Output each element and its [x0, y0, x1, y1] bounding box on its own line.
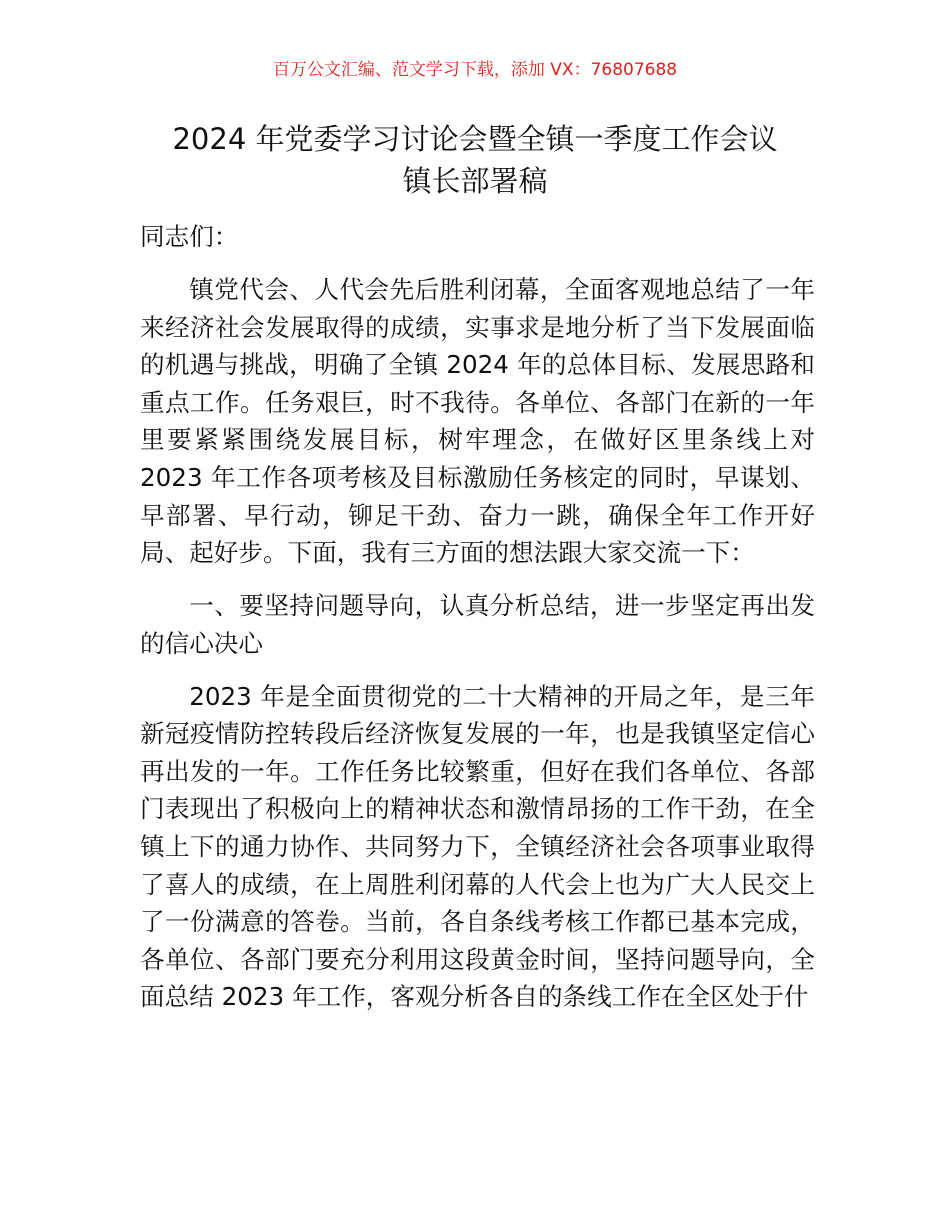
document-title: [0, 118, 950, 202]
paragraph-intro: 镇党代会、人代会先后胜利闭幕，全面客观地总结了一年来经济社会发展取得的成绩，实事求是地分析了当下发展面临的机遇与挑战，明确了全镇 2024 年的总体目标、发展思路和重点工作。任务艰巨，时不我待。各单位、各部门在新的一年里要紧紧围绕发展目标，树牢理念，在做好区里条线上对 2023 年工作各项考核及目标激励任务核定的同时，早谋划、早部署、早行动，铆足干劲、奋力一跳，确保全年工作开好局、起好步。下面，我有三方面的想法跟大家交流一下：: [140, 274, 815, 568]
section-heading-1: 一、要坚持问题导向，认真分析总结，进一步坚定再出发的信心决心: [140, 591, 815, 658]
salutation: 同志们：: [140, 222, 239, 251]
document-body: [140, 218, 815, 1031]
header-watermark-note: 百万公文汇编、范文学习下载，添加 VX：76807688: [272, 60, 678, 80]
title-line-2: 镇长部署稿: [402, 164, 548, 198]
title-line-1: 2024 年党委学习讨论会暨全镇一季度工作会议: [172, 122, 778, 156]
paragraph-section-1: 2023 年是全面贯彻党的二十大精神的开局之年，是三年新冠疫情防控转段后经济恢复发展的一年，也是我镇坚定信心再出发的一年。工作任务比较繁重，但好在我们各单位、各部门表现出了积极向上的精神状态和激情昂扬的工作干劲，在全镇上下的通力协作、共同努力下，全镇经济社会各项事业取得了喜人的成绩，在上周胜利闭幕的人代会上也为广大人民交上了一份满意的答卷。当前，各自条线考核工作都已基本完成，各单位、各部门要充分利用这段黄金时间，坚持问题导向，全面总结 2023 年工作，客观分析各自的条线工作在全区处于什: [140, 681, 815, 1012]
